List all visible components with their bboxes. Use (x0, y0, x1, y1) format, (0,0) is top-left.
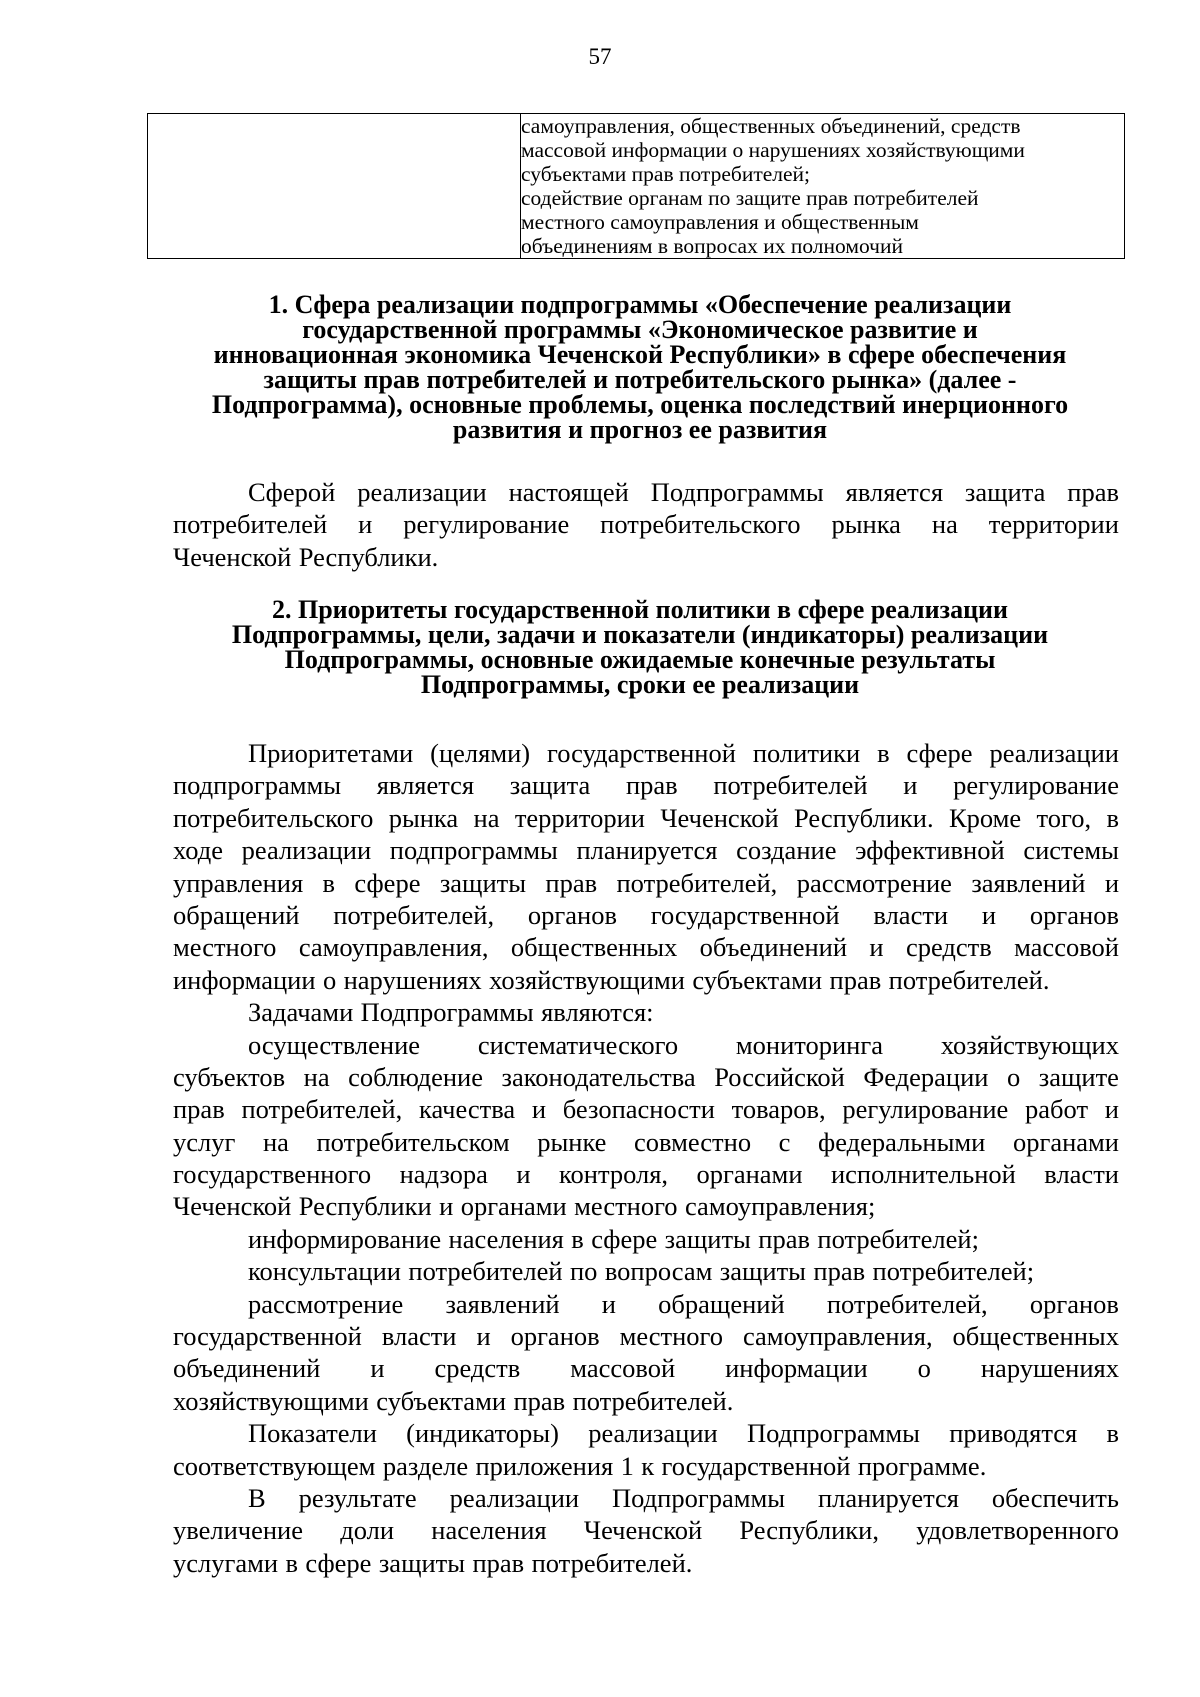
body-line (173, 1417, 1119, 1449)
word: власти (381, 1321, 457, 1352)
word: субъектами (376, 1385, 507, 1416)
word: Подпрограммы (746, 1418, 920, 1449)
word: Республики (298, 1191, 432, 1222)
word: потребительском (316, 1126, 510, 1157)
body-line (173, 834, 1119, 866)
word: управления (173, 867, 304, 898)
word: объединений (173, 1353, 321, 1384)
word: сфере (305, 1547, 372, 1578)
word: 1 (620, 1450, 634, 1481)
word: регулирование (403, 509, 570, 540)
word: субъектов (173, 1061, 286, 1092)
word: территории (988, 509, 1119, 540)
word: нарушениях (980, 1353, 1119, 1384)
heading-line: Подпрограммы, цели, задачи и показатели (индикаторы) реализации (231, 620, 1049, 649)
word: потребителей, (616, 867, 778, 898)
body-line (173, 1029, 1119, 1061)
word: являются: (541, 997, 654, 1028)
word: потребителей, (826, 1288, 988, 1319)
word: того, (1036, 802, 1092, 833)
word: Подпрограммы (360, 997, 534, 1028)
word: (индикаторы) (406, 1418, 559, 1449)
word: защиты (439, 867, 527, 898)
word: Российской (714, 1061, 845, 1092)
body-line (173, 1223, 1119, 1255)
word: хозяйствующих (940, 1029, 1119, 1060)
word: государственной (661, 1450, 851, 1481)
word: потребительского (600, 509, 801, 540)
word: осуществление (248, 1029, 421, 1060)
body-line (173, 1320, 1119, 1352)
word: потребителей. (572, 1385, 734, 1416)
continuation-table (147, 113, 1125, 259)
word: на (303, 1061, 330, 1092)
word: потребителей; (817, 1223, 979, 1254)
word: самоуправления, (298, 932, 489, 963)
word: в (322, 867, 336, 898)
word: власти (873, 899, 949, 930)
word: В (248, 1482, 266, 1513)
heading-line: Подпрограмма), основные проблемы, оценка последствий инерционного (211, 390, 1069, 419)
word: защиты (378, 1547, 466, 1578)
word: рынка (388, 802, 459, 833)
word: услуг (173, 1126, 236, 1157)
word: и (601, 1288, 616, 1319)
body-line (173, 899, 1119, 931)
word: рассмотрение (248, 1288, 404, 1319)
word: защита (964, 477, 1046, 507)
word: защита (509, 770, 591, 801)
word: Республики, (739, 1515, 879, 1546)
body-line (173, 1158, 1119, 1190)
word: и (439, 1191, 454, 1222)
word: местного (173, 932, 277, 963)
word: Республики. (298, 541, 439, 572)
word: безопасности (562, 1094, 715, 1125)
table-cell-line: содействие органам по защите прав потребителей (521, 186, 979, 210)
table-cell-line: местного самоуправления и общественным (521, 210, 919, 234)
heading-line: Подпрограммы, основные ожидаемые конечные результаты (284, 645, 996, 674)
word: услугами (173, 1547, 279, 1578)
word: Приоритетами (248, 738, 414, 768)
body-line (173, 1190, 1119, 1222)
body-line (173, 1288, 1119, 1320)
table-cell-empty (148, 114, 521, 259)
heading-line: защиты прав потребителей и потребительского рынка» (далее - (263, 365, 1017, 394)
word: подпрограммы (173, 770, 342, 801)
word: законодательства (501, 1061, 696, 1092)
word: рынке (537, 1126, 607, 1157)
body-line (173, 769, 1119, 801)
word: самоуправления, (742, 1321, 933, 1352)
word: настоящей (508, 477, 629, 507)
word: прав (625, 770, 678, 801)
word: населения (448, 1223, 564, 1254)
word: заявлений (445, 1288, 560, 1319)
body-line (173, 996, 1119, 1028)
word: местного (619, 1321, 724, 1352)
body-line (173, 1126, 1119, 1158)
word: органов (510, 1321, 600, 1352)
table-cell-line: массовой информации о нарушениях хозяйствующими (521, 138, 1025, 162)
body-line (173, 1385, 1119, 1417)
word: к (641, 1450, 655, 1481)
word: (целями) (430, 738, 531, 768)
heading-line: развития и прогноз ее развития (452, 415, 828, 444)
body-line (173, 737, 1119, 769)
word: Чеченской (173, 1191, 292, 1222)
word: прав (513, 1385, 566, 1416)
word: заявлений (971, 867, 1086, 898)
word: работ (1025, 1094, 1089, 1125)
word: государственной (547, 738, 736, 768)
word: обеспечить (991, 1482, 1119, 1513)
word: Подпрограммы (650, 477, 824, 507)
word: потребителей; (872, 1256, 1035, 1287)
word: потребителей, (333, 899, 495, 930)
word: соответствующем (173, 1450, 376, 1481)
word: средств (434, 1353, 521, 1384)
word: Чеченской (660, 802, 779, 833)
table-cell-text (521, 114, 1125, 259)
heading-line: 1. Сфера реализации подпрограммы «Обеспечение реализации (268, 290, 1012, 319)
word: потребителей, (241, 1094, 403, 1125)
word: и (531, 1094, 547, 1125)
word: Кроме (948, 802, 1022, 833)
word: подпрограммы (389, 835, 558, 866)
word: массовой (1014, 932, 1119, 963)
word: органами (1012, 1126, 1119, 1157)
word: защиты (664, 1223, 751, 1254)
word: Чеченской (583, 1515, 703, 1546)
heading-line: инновационная экономика Чеченской Республики» в сфере обеспечения (213, 340, 1067, 369)
word: создание (736, 835, 837, 866)
body-line (173, 802, 1119, 834)
word: приводятся (949, 1418, 1078, 1449)
word: качества (418, 1094, 516, 1125)
word: прав (829, 964, 882, 995)
body-line (173, 931, 1119, 963)
word: хозяйствующими (173, 1385, 369, 1416)
word: прав (758, 1223, 810, 1254)
heading-line: государственной программы «Экономическое развитие и (302, 315, 978, 344)
word: Чеченской (173, 541, 292, 572)
word: органами (696, 1159, 803, 1190)
word: Показатели (248, 1418, 377, 1449)
word: местного (574, 1191, 678, 1222)
word: и (981, 899, 997, 930)
word: надзора (399, 1159, 488, 1190)
word: о (322, 964, 337, 995)
word: реализации (241, 835, 372, 866)
word: реализации (989, 738, 1119, 768)
word: защиты (719, 1256, 806, 1287)
section-2-body (173, 737, 1119, 1579)
word: в (877, 738, 890, 768)
word: планируется (818, 1482, 959, 1513)
word: потребительского (173, 802, 374, 833)
body-line (173, 1450, 1119, 1482)
word: потребителей. (531, 1547, 693, 1578)
word: реализации (449, 1482, 580, 1513)
word: мониторинга (735, 1029, 883, 1060)
word: федеральными (818, 1126, 986, 1157)
word: массовой (570, 1353, 676, 1384)
table-cell-line: самоуправления, общественных объединений, средств (521, 114, 1021, 138)
word: и (476, 1321, 491, 1352)
word: Республики. (794, 802, 934, 833)
word: прав (1067, 477, 1119, 507)
section-1-heading (160, 292, 1120, 442)
word: прав (173, 1094, 225, 1125)
word: сфере (591, 1223, 658, 1254)
word: программе. (857, 1450, 987, 1481)
word: информирование (248, 1223, 442, 1254)
word: планируется (576, 835, 718, 866)
section-1-body (173, 476, 1119, 573)
page-number: 57 (588, 44, 612, 69)
word: эффективной (855, 835, 1005, 866)
word: вопросам (604, 1256, 713, 1287)
body-line (173, 476, 1119, 508)
word: средств (905, 932, 992, 963)
word: органами (460, 1191, 567, 1222)
word: в (1106, 1418, 1119, 1449)
word: субъектами (692, 964, 823, 995)
word: в (285, 1547, 298, 1578)
word: регулирование (842, 1094, 1009, 1125)
word: потребителей (173, 509, 328, 540)
word: и (869, 932, 884, 963)
word: и (516, 1159, 531, 1190)
word: разделе (382, 1450, 469, 1481)
word: информации (725, 1353, 868, 1384)
word: и (1104, 1094, 1119, 1125)
word: Федерации (863, 1061, 989, 1092)
word: реализации (357, 477, 487, 507)
word: нарушениях (343, 964, 482, 995)
word: Задачами (248, 997, 354, 1028)
word: реализации (588, 1418, 718, 1449)
word: Подпрограммы (612, 1482, 786, 1513)
word: объединений (699, 932, 847, 963)
word: сфере (906, 738, 973, 768)
word: потребителей (408, 1256, 563, 1287)
word: на (262, 1126, 289, 1157)
body-line (173, 964, 1119, 996)
word: власти (1044, 1159, 1119, 1190)
body-line (173, 1352, 1119, 1384)
word: приложения (475, 1450, 614, 1481)
word: на (931, 509, 958, 540)
word: удовлетворенного (916, 1515, 1119, 1546)
word: является (376, 770, 475, 801)
word: о (1007, 1061, 1021, 1092)
body-line (173, 1482, 1119, 1514)
body-line (173, 508, 1119, 540)
word: товаров, (731, 1094, 826, 1125)
body-line (173, 1547, 1119, 1579)
body-line (173, 1061, 1119, 1093)
word: прав (545, 867, 598, 898)
word: Сферой (248, 477, 336, 507)
word: политики (752, 738, 861, 768)
word: общественных (510, 932, 678, 963)
word: и (903, 770, 918, 801)
word: о (917, 1353, 931, 1384)
word: совместно (634, 1126, 752, 1157)
word: и (370, 1353, 385, 1384)
word: регулирование (953, 770, 1119, 801)
heading-line: Подпрограммы, сроки ее реализации (420, 670, 860, 699)
word: является (845, 477, 944, 507)
word: в (1106, 802, 1119, 833)
word: государственного (173, 1159, 372, 1190)
word: потребителей. (888, 964, 1050, 995)
word: общественных (952, 1321, 1119, 1352)
word: доли (340, 1515, 395, 1546)
word: государственной (650, 899, 840, 930)
word: с (778, 1126, 791, 1157)
word: увеличение (173, 1515, 303, 1546)
table-row (148, 114, 1125, 259)
word: органов (527, 899, 617, 930)
word: систематического (477, 1029, 679, 1060)
word: консультации (248, 1256, 401, 1287)
body-line (173, 541, 1119, 573)
body-line (173, 1093, 1119, 1125)
body-line (173, 1255, 1119, 1287)
word: рынка (831, 509, 901, 540)
body-line (173, 1514, 1119, 1546)
word: обращений (658, 1288, 785, 1319)
table-cell-line: объединениям в вопросах их полномочий (521, 234, 904, 258)
word: сфере (354, 867, 421, 898)
word: соблюдение (348, 1061, 483, 1092)
table-cell-line: субъектами прав потребителей; (521, 162, 811, 186)
word: по (569, 1256, 598, 1287)
heading-line: 2. Приоритеты государственной политики в сфере реализации (271, 595, 1009, 624)
word: рассмотрение (796, 867, 952, 898)
section-2-heading (160, 597, 1120, 697)
word: органов (1029, 1288, 1119, 1319)
word: на (473, 802, 500, 833)
word: государственной (173, 1321, 362, 1352)
word: и (358, 509, 373, 540)
word: прав (813, 1256, 866, 1287)
word: потребителей (713, 770, 868, 801)
word: населения (431, 1515, 547, 1546)
word: информации (173, 964, 316, 995)
word: обращений (173, 899, 300, 930)
word: самоуправления; (684, 1191, 876, 1222)
word: защите (1038, 1061, 1119, 1092)
body-line (173, 867, 1119, 899)
word: контроля, (558, 1159, 669, 1190)
word: в (571, 1223, 584, 1254)
word: органов (1029, 899, 1119, 930)
word: системы (1023, 835, 1119, 866)
word: прав (472, 1547, 525, 1578)
word: исполнительной (830, 1159, 1016, 1190)
word: территории (514, 802, 645, 833)
word: и (1104, 867, 1119, 898)
word: результате (298, 1482, 417, 1513)
word: ходе (173, 835, 223, 866)
word: хозяйствующими (489, 964, 685, 995)
